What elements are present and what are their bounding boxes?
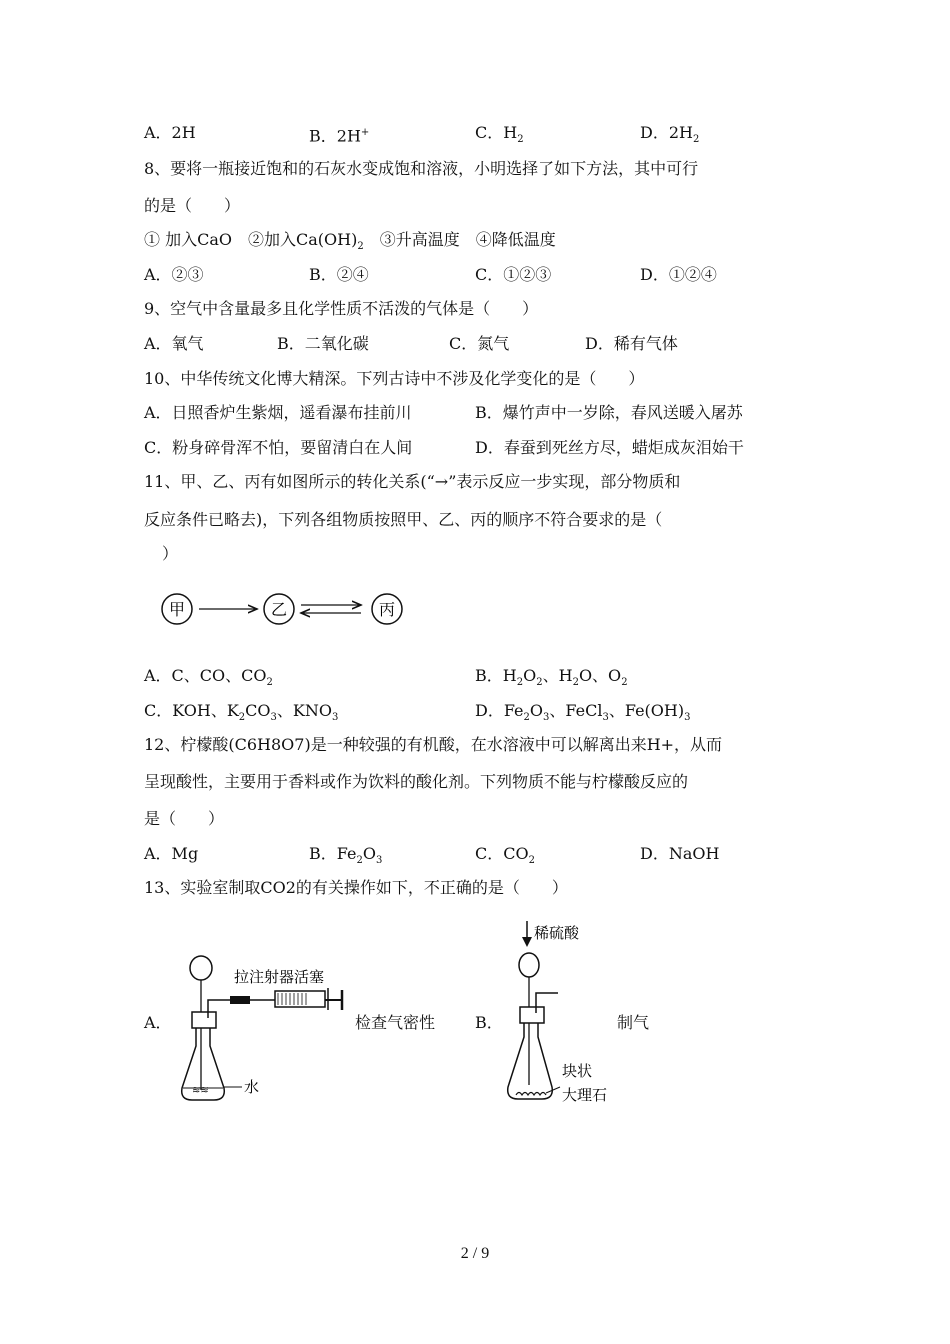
q11-option-d: D．$Fe_2O_3$、FeCl$_3$、$Fe(OH)_3$	[475, 701, 691, 724]
q11-option-a: A．C、CO、$CO_2$	[144, 666, 273, 689]
q13-option-a-letter: A．	[144, 1013, 172, 1032]
q12-option-a: A．Mg	[144, 844, 199, 863]
q11-stem-line3: ）	[162, 544, 179, 563]
q13-apparatus-a	[170, 950, 355, 1108]
q10-option-a: A．日照香炉生紫烟，遥看瀑布挂前川	[144, 403, 412, 422]
q13-option-b-caption: 制气	[617, 1013, 650, 1032]
q12-stem-line1: 12、柠檬酸(C6H8O7)是一种较强的有机酸，在水溶液中可以解离出来H+，从而	[144, 735, 723, 754]
solid-label-2: 大理石	[562, 1086, 608, 1104]
q12-option-b: B．$Fe_2O_3$	[309, 844, 383, 867]
q8-option-d: D．①②④	[640, 265, 717, 284]
syringe-scale	[278, 993, 306, 1005]
q12-stem-line3: 是（ ）	[144, 809, 225, 828]
marble-chips	[516, 1093, 546, 1096]
q12-option-c: C．$CO_2$	[475, 844, 535, 867]
water-mark: ≋≋	[192, 1085, 209, 1096]
q7-option-c: C．$H_2$	[475, 123, 524, 146]
q8-option-b: B．②④	[309, 265, 369, 284]
q8-stem-line2: 的是（ ）	[144, 196, 241, 215]
q8-option-c: C．①②③	[475, 265, 552, 284]
q13-stem: 13、实验室制取CO2的有关操作如下，不正确的是（ ）	[144, 878, 568, 897]
acid-label: 稀硫酸	[534, 924, 580, 942]
q12-option-d: D．NaOH	[640, 844, 720, 863]
q11-option-c: C．KOH、$K_2CO_3$、$KNO_3$	[144, 701, 339, 724]
q10-option-c: C．粉身碎骨浑不怕，要留清白在人间	[144, 438, 413, 457]
funnel-bulb	[190, 956, 212, 980]
yi-label: 乙	[270, 600, 288, 619]
q11-option-b: B．$H_2O_2$、$H_2O$、$O_2$	[475, 666, 628, 689]
stopper-b	[520, 1007, 544, 1023]
conical-flask-b	[508, 1023, 553, 1099]
jia-label: 甲	[168, 600, 186, 619]
q7-option-a: A．2H	[144, 123, 196, 142]
q9-option-d: D．稀有气体	[585, 334, 678, 353]
stopper	[192, 1012, 216, 1028]
marble-pointer	[546, 1087, 560, 1093]
q9-option-c: C．氮气	[449, 334, 510, 353]
syringe-label: 拉注射器活塞	[234, 968, 325, 986]
page-number: 2 / 9	[460, 1245, 490, 1262]
q7-option-b: B．2H+	[309, 126, 370, 146]
q8-option-a: A．②③	[144, 265, 204, 284]
syringe-barrel	[275, 991, 325, 1007]
q10-option-d: D．春蚕到死丝方尽，蜡炬成灰泪始干	[475, 438, 744, 457]
rubber-tube	[230, 996, 250, 1004]
q11-conversion-diagram	[155, 588, 415, 632]
q9-option-b: B．二氧化碳	[277, 334, 369, 353]
q10-stem: 10、中华传统文化博大精深。下列古诗中不涉及化学变化的是（ ）	[144, 369, 645, 388]
q11-stem-line1: 11、甲、乙、丙有如图所示的转化关系(“→”表示反应一步实现，部分物质和	[144, 472, 681, 491]
bing-label: 丙	[378, 600, 396, 619]
q9-stem: 9、空气中含量最多且化学性质不活泼的气体是（ ）	[144, 299, 539, 318]
q10-option-b: B．爆竹声中一岁除，春风送暖入屠苏	[475, 403, 743, 422]
q13-apparatus-b	[500, 915, 620, 1110]
q7-option-d: D．$2H_2$	[640, 123, 700, 146]
water-label: 水	[244, 1078, 260, 1096]
q12-stem-line2: 呈现酸性，主要用于香料或作为饮料的酸化剂。下列物质不能与柠檬酸反应的	[144, 772, 689, 791]
solid-label-1: 块状	[562, 1062, 593, 1080]
funnel-bulb-b	[519, 953, 539, 977]
q8-methods: ① 加入CaO ②加入$Ca(OH)_2$ ③升高温度 ④降低温度	[144, 230, 556, 253]
q13-option-b-letter: B．	[475, 1013, 503, 1032]
q11-stem-line2: 反应条件已略去)，下列各组物质按照甲、乙、丙的顺序不符合要求的是（	[144, 510, 663, 529]
q13-option-a-caption: 检查气密性	[355, 1013, 436, 1032]
q9-option-a: A．氧气	[144, 334, 204, 353]
q8-stem-line1: 8、要将一瓶接近饱和的石灰水变成饱和溶液，小明选择了如下方法，其中可行	[144, 159, 699, 178]
acid-arrow-head	[522, 937, 532, 947]
